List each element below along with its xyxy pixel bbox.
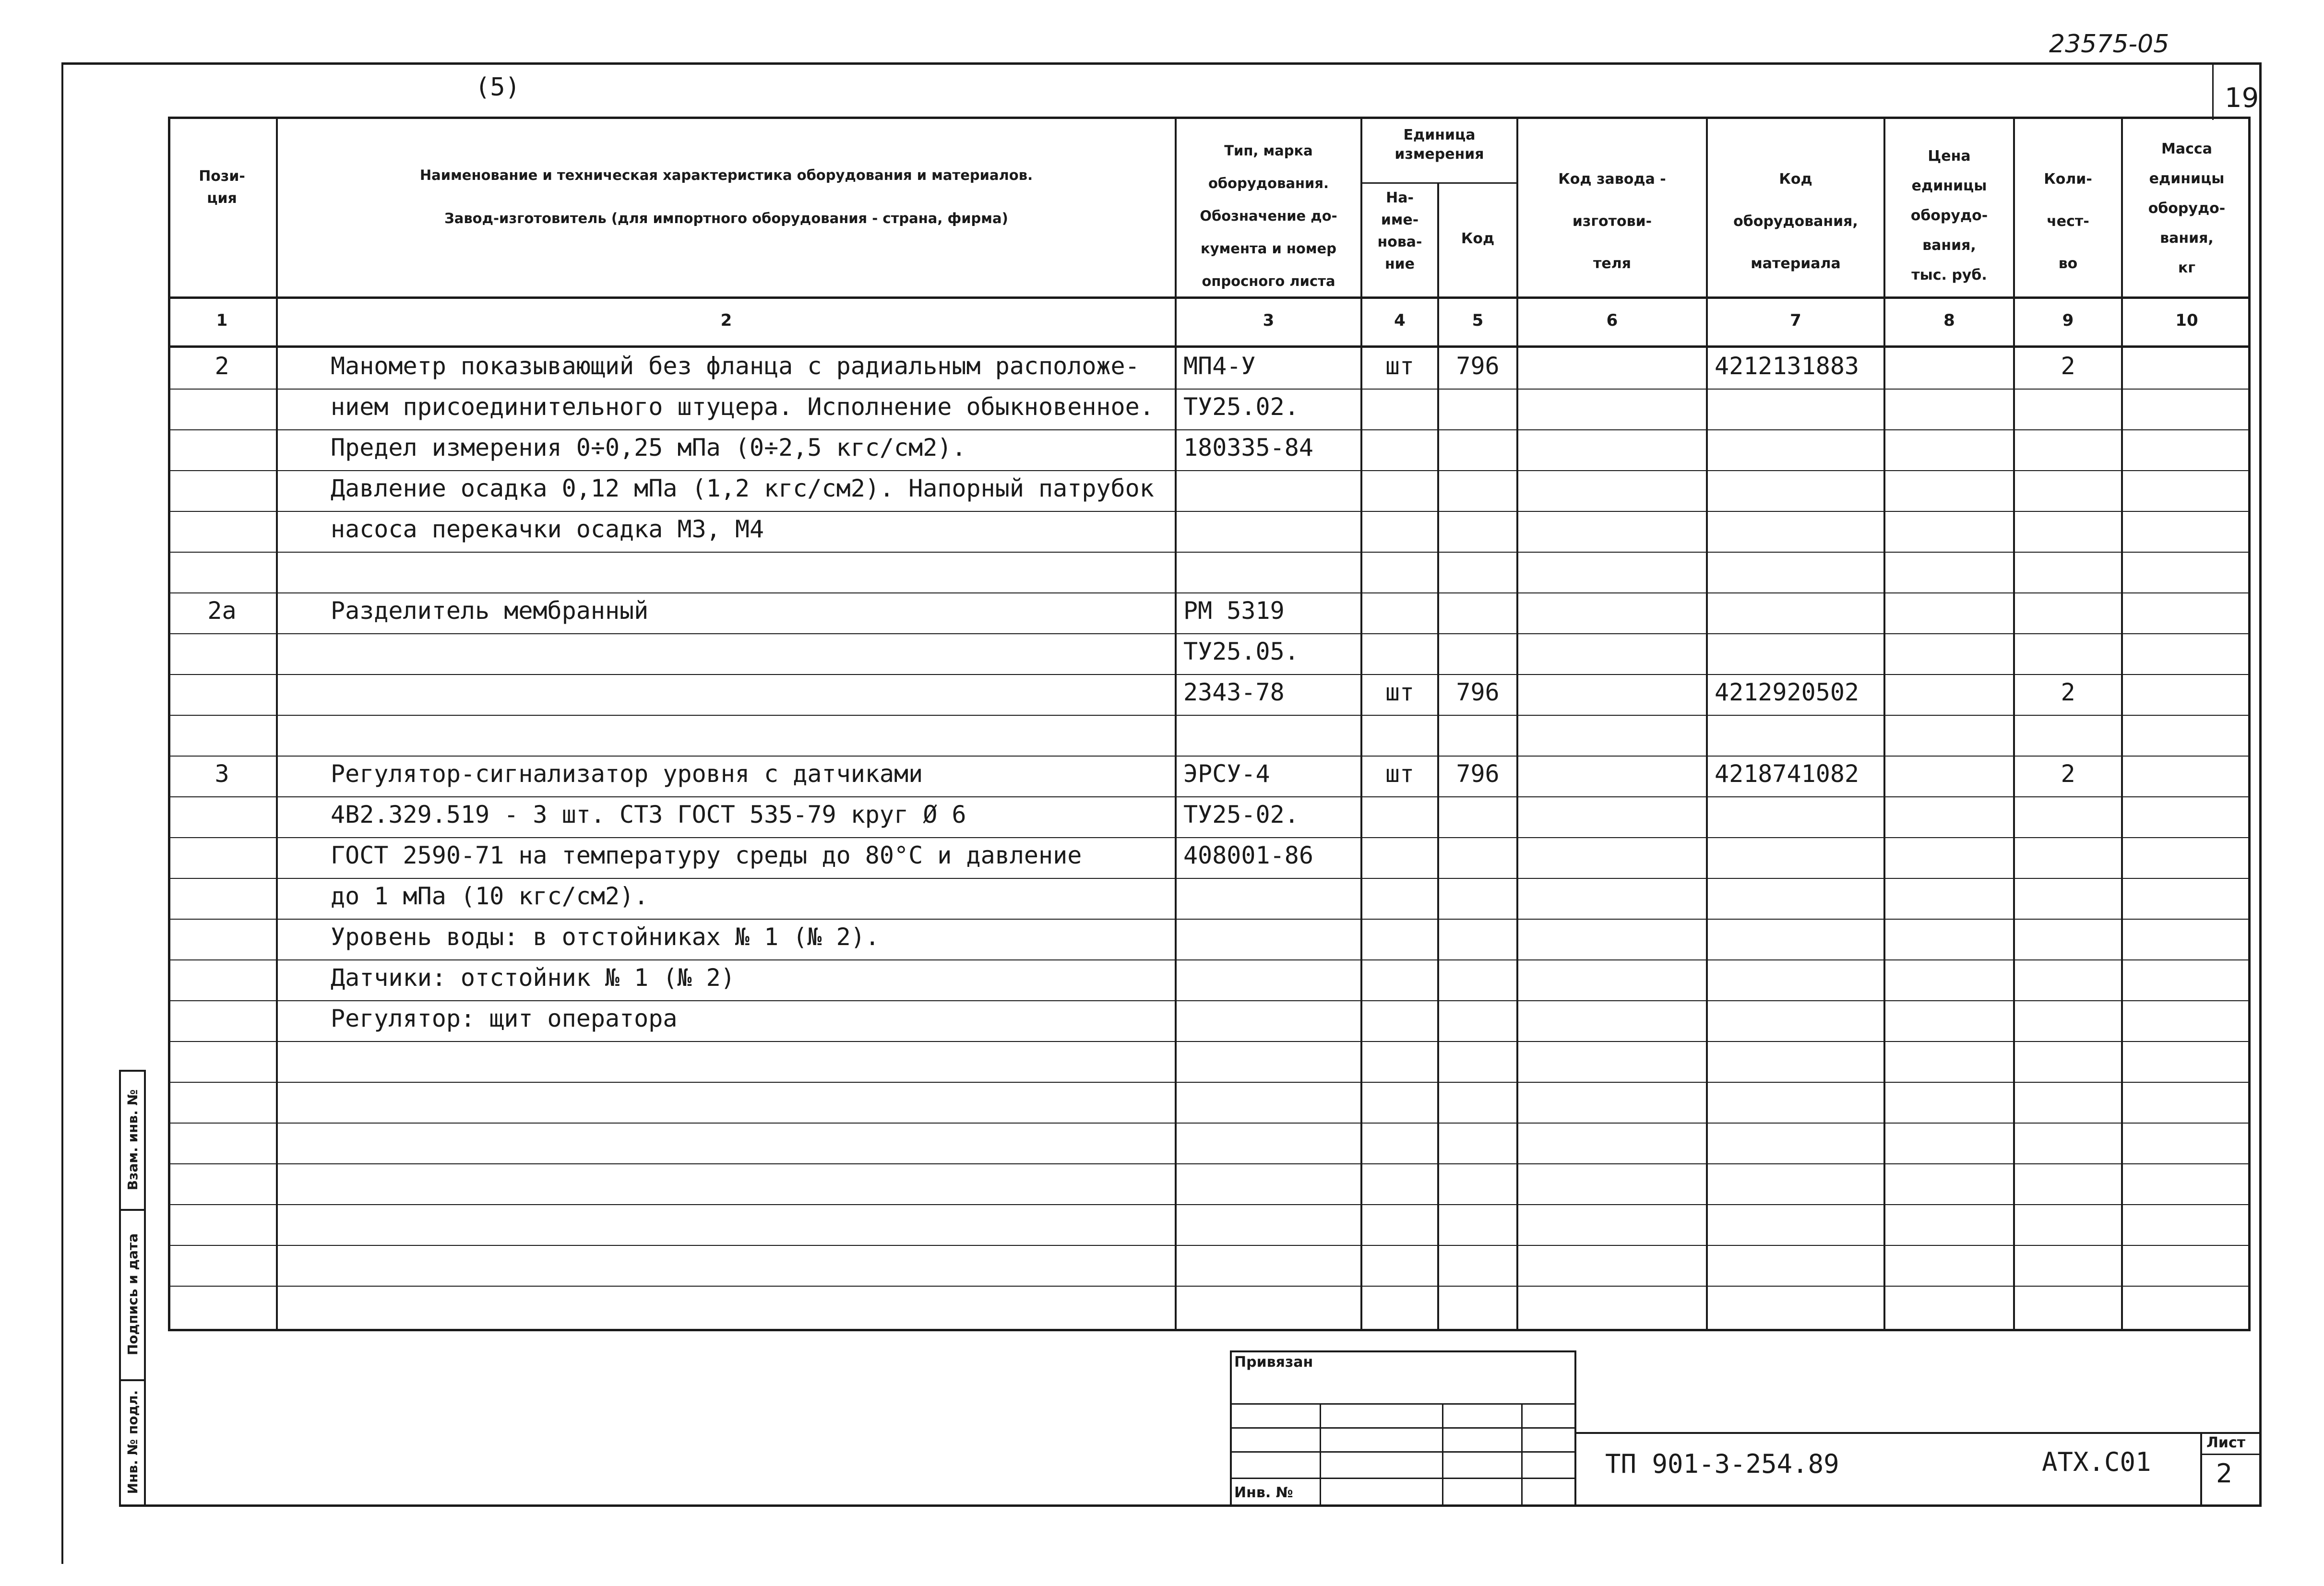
- sheet-number: 2: [2216, 1458, 2233, 1489]
- stamp-line: [1230, 1451, 1576, 1453]
- header-equipment-code: Код оборудования, материала: [1733, 171, 1858, 272]
- column-number: 7: [1790, 311, 1801, 330]
- table-cell-type: 408001-86: [1183, 841, 1313, 869]
- row-line: [168, 1204, 2251, 1205]
- row-line: [168, 1082, 2251, 1083]
- side-strip-divider: [119, 1209, 146, 1211]
- row-line: [168, 511, 2251, 512]
- sheet-corner-number: 19: [2225, 83, 2259, 114]
- header-unit-name: На- име- нова- ние: [1377, 189, 1422, 272]
- table-cell-type: РМ 5319: [1183, 597, 1285, 625]
- side-label-podpis: Подпись и дата: [125, 1233, 141, 1356]
- table-cell-name: ГОСТ 2590-71 на температуру среды до 80°С и давление: [331, 841, 1082, 869]
- table-cell-qty: 2: [2061, 352, 2075, 380]
- colnum-bottom-line: [168, 345, 2251, 348]
- table-cell-name: Разделитель мембранный: [331, 597, 649, 625]
- table-cell-name: насоса перекачки осадка М3, М4: [331, 515, 764, 543]
- header-mass: Масса единицы оборудо- вания, кг: [2148, 141, 2226, 276]
- table-cell-qty: 2: [2061, 678, 2075, 706]
- column-number: 1: [216, 311, 228, 330]
- row-line: [168, 837, 2251, 838]
- row-line: [168, 552, 2251, 553]
- side-label-vzam: Взам. инв. №: [125, 1089, 141, 1191]
- column-number: 2: [720, 311, 732, 330]
- row-line: [168, 1000, 2251, 1001]
- row-line: [168, 1286, 2251, 1287]
- table-cell-qty: 2: [2061, 760, 2075, 788]
- side-strip-right: [144, 1070, 146, 1506]
- table-cell-equip: 4212920502: [1715, 678, 1859, 706]
- table-cell-type: ТУ25.05.: [1183, 638, 1299, 665]
- table-cell-type: ЭРСУ-4: [1183, 760, 1270, 788]
- row-line: [168, 389, 2251, 390]
- header-price: Цена единицы оборудо- вания, тыс. руб.: [1910, 148, 1988, 284]
- table-cell-type: 180335-84: [1183, 434, 1313, 462]
- header-quantity: Коли- чест- во: [2044, 171, 2092, 272]
- title-block-top: [1576, 1432, 2262, 1434]
- stamp-line: [1442, 1403, 1443, 1506]
- row-line: [168, 674, 2251, 675]
- table-cell-code: 796: [1456, 352, 1500, 380]
- table-cell-name: 4В2.329.519 - 3 шт. СТ3 ГОСТ 535-79 круг Ø 6: [331, 801, 966, 829]
- document-code: ТП 901-3-254.89: [1605, 1449, 1839, 1479]
- column-number: 10: [2175, 311, 2198, 330]
- sheet-box-left: [2200, 1432, 2202, 1506]
- column-number: 6: [1606, 311, 1618, 330]
- column-number: 5: [1472, 311, 1484, 330]
- table-cell-name: Давление осадка 0,12 мПа (1,2 кгс/см2). Напорный патрубок: [331, 474, 1154, 502]
- row-line: [168, 429, 2251, 430]
- table-cell-unit: шт: [1385, 352, 1415, 380]
- row-line: [168, 715, 2251, 716]
- stamp-line: [1320, 1403, 1321, 1506]
- header-position: Пози- ция: [199, 168, 245, 207]
- header-unit-code: Код: [1461, 230, 1495, 247]
- stamp-line: [1230, 1478, 1576, 1479]
- corner-box-left: [2212, 62, 2214, 120]
- table-cell-name: Манометр показывающий без фланца с радиальным расположе-: [331, 352, 1140, 380]
- side-strip-top: [119, 1070, 146, 1072]
- side-strip-left: [119, 1070, 121, 1506]
- row-line: [168, 878, 2251, 879]
- stamp-inv-label: Инв. №: [1234, 1484, 1293, 1501]
- row-line: [168, 919, 2251, 920]
- header-type: Тип, марка оборудования. Обозначение до- кумента и номер опросного листа: [1200, 142, 1337, 289]
- row-line: [168, 756, 2251, 757]
- top-reference-number: 23575-05: [2049, 30, 2169, 59]
- frame-bottom: [119, 1504, 2262, 1507]
- row-line: [168, 1041, 2251, 1042]
- table-cell-equip: 4218741082: [1715, 760, 1859, 788]
- table-cell-type: ТУ25-02.: [1183, 801, 1299, 829]
- frame-left: [61, 62, 63, 1564]
- table-cell-unit: шт: [1385, 760, 1415, 788]
- row-line: [168, 959, 2251, 960]
- table-cell-name: Предел измерения 0÷0,25 мПа (0÷2,5 кгс/см2).: [331, 434, 966, 462]
- row-line: [168, 1123, 2251, 1124]
- frame-top: [61, 62, 2262, 65]
- header-name: Наименование и техническая характеристика оборудования и материалов. Завод-изготовитель (для импортного оборудования - страна, фирма): [419, 167, 1033, 226]
- table-cell-pos: 2а: [207, 597, 237, 625]
- column-number: 8: [1943, 311, 1955, 330]
- table-cell-code: 796: [1456, 760, 1500, 788]
- table-cell-name: Регулятор: щит оператора: [331, 1005, 678, 1032]
- frame-right: [2259, 62, 2262, 1506]
- table-cell-pos: 2: [215, 352, 229, 380]
- page-marker: (5): [475, 73, 520, 102]
- header-unit: Единица измерения: [1394, 127, 1484, 163]
- unit-subheader-line: [1360, 182, 1518, 184]
- table-cell-code: 796: [1456, 678, 1500, 706]
- header-plant-code: Код завода - изготови- теля: [1558, 171, 1666, 272]
- table-cell-name: нием присоединительного штуцера. Исполнение обыкновенное.: [331, 393, 1154, 421]
- column-number: 3: [1263, 311, 1275, 330]
- table-cell-type: 2343-78: [1183, 678, 1285, 706]
- table-cell-name: Датчики: отстойник № 1 (№ 2): [331, 964, 735, 992]
- table-cell-type: ТУ25.02.: [1183, 393, 1299, 421]
- row-line: [168, 1163, 2251, 1164]
- table-cell-pos: 3: [215, 760, 229, 788]
- column-number: 9: [2062, 311, 2074, 330]
- stamp-line: [1521, 1403, 1523, 1506]
- row-line: [168, 1245, 2251, 1246]
- stamp-line: [1230, 1403, 1576, 1405]
- document-mark: АТХ.С01: [2042, 1447, 2151, 1477]
- row-line: [168, 633, 2251, 634]
- table-cell-name: до 1 мПа (10 кгс/см2).: [331, 882, 649, 910]
- sheet-label: Лист: [2206, 1434, 2246, 1451]
- stamp-line: [1230, 1427, 1576, 1429]
- stamp-privyazan-label: Привязан: [1234, 1354, 1313, 1371]
- table-cell-unit: шт: [1385, 678, 1415, 706]
- row-line: [168, 470, 2251, 471]
- sheet-box-divider: [2200, 1454, 2262, 1455]
- column-number: 4: [1394, 311, 1406, 330]
- table-cell-name: Регулятор-сигнализатор уровня с датчиками: [331, 760, 923, 788]
- table-cell-equip: 4212131883: [1715, 352, 1859, 380]
- table-cell-name: Уровень воды: в отстойниках № 1 (№ 2).: [331, 923, 880, 951]
- row-line: [168, 592, 2251, 593]
- row-line: [168, 796, 2251, 797]
- side-label-inv-podl: Инв. № подл.: [125, 1390, 141, 1494]
- table-cell-type: МП4-У: [1183, 352, 1256, 380]
